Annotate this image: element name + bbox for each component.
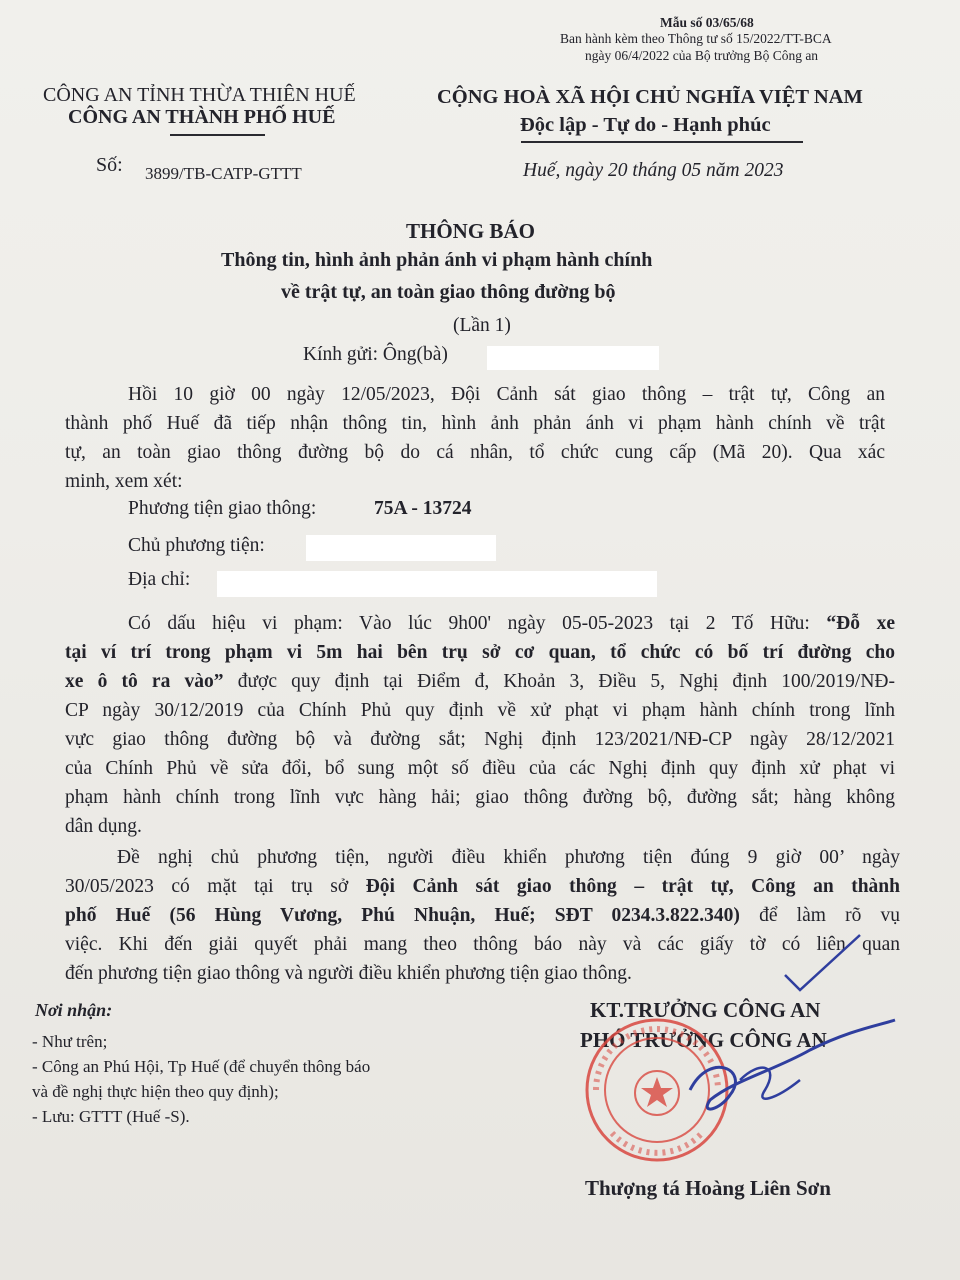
violation-paragraph xyxy=(65,609,895,841)
nation-title: CỘNG HOÀ XÃ HỘI CHỦ NGHĨA VIỆT NAM xyxy=(437,86,863,108)
intro-line: minh, xem xét: xyxy=(65,471,183,492)
signature-line-1: KT.TRƯỞNG CÔNG AN xyxy=(590,998,821,1022)
intro-line: tự, an toàn giao thông đường bộ do cá nhân, tổ chức cung cấp (Mã 20). Qua xác xyxy=(65,442,885,463)
recipient-item: - Như trên; xyxy=(32,1032,108,1051)
recipient-item: - Lưu: GTTT (Huế -S). xyxy=(32,1107,190,1126)
violation-line: tại ví trí trong phạm vi 5m hai bên trụ sở cơ quan, tổ chức có bố trí đường cho xyxy=(65,642,895,663)
request-line: 30/05/2023 có mặt tại trụ sở Đội Cảnh sát giao thông – trật tự, Công an thành xyxy=(65,876,900,897)
violation-line: vực giao thông đường bộ và đường sắt; Nghị định 123/2021/NĐ-CP ngày 28/12/2021 xyxy=(65,729,895,750)
form-issued-line-2: ngày 06/4/2022 của Bộ trưởng Bộ Công an xyxy=(585,48,819,63)
redacted-address xyxy=(217,571,657,597)
document-number: 3899/TB-CATP-GTTT xyxy=(145,164,302,183)
document-subtitle-1: Thông tin, hình ảnh phản ánh vi phạm hành chính xyxy=(221,249,653,271)
recipient-item: và đề nghị thực hiện theo quy định); xyxy=(32,1082,279,1101)
intro-paragraph xyxy=(65,380,885,496)
recipient-item: - Công an Phú Hội, Tp Huế (để chuyển thông báo xyxy=(32,1057,371,1076)
signature-line-2: PHÓ TRƯỞNG CÔNG AN xyxy=(580,1028,827,1052)
vehicle-plate: 75A - 13724 xyxy=(374,498,472,519)
form-number: Mẫu số 03/65/68 xyxy=(660,15,754,30)
request-line: việc. Khi đến giải quyết phải mang theo thông báo này và các giấy tờ có liên quan xyxy=(65,934,900,955)
violation-line: xe ô tô ra vào” được quy định tại Điểm đ, Khoản 3, Điều 5, Nghị định 100/2019/NĐ- xyxy=(65,671,895,692)
signer-name: Thượng tá Hoàng Liên Sơn xyxy=(585,1176,831,1200)
violation-line: phạm hành chính trong lĩnh vực hàng hải; giao thông đường bộ, đường sắt; hàng không xyxy=(65,787,895,808)
redacted-owner xyxy=(306,535,496,561)
request-line: phố Huế (56 Hùng Vương, Phú Nhuận, Huế; SĐT 0234.3.822.340) để làm rõ vụ xyxy=(65,905,900,926)
agency-name: CÔNG AN THÀNH PHỐ HUẾ xyxy=(68,106,336,128)
agency-underline xyxy=(170,134,265,136)
request-line: Đề nghị chủ phương tiện, người điều khiển phương tiện đúng 9 giờ 00’ ngày xyxy=(117,847,900,868)
document-number-label: Số: xyxy=(96,154,123,176)
handwritten-signature xyxy=(560,930,920,1140)
violation-line: Có dấu hiệu vi phạm: Vào lúc 9h00' ngày 05-05-2023 tại 2 Tố Hữu: “Đỗ xe xyxy=(128,613,896,634)
agency-parent: CÔNG AN TỈNH THỪA THIÊN HUẾ xyxy=(43,84,356,106)
document-subtitle-2: về trật tự, an toàn giao thông đường bộ xyxy=(281,281,616,303)
address-label: Địa chỉ: xyxy=(128,569,191,590)
motto-underline xyxy=(521,141,803,143)
document-date: Huế, ngày 20 tháng 05 năm 2023 xyxy=(523,160,784,181)
nation-motto: Độc lập - Tự do - Hạnh phúc xyxy=(520,114,771,136)
intro-line: Hồi 10 giờ 00 ngày 12/05/2023, Đội Cảnh sát giao thông – trật tự, Công an xyxy=(128,384,885,405)
redacted-addressee xyxy=(487,346,659,370)
violation-line: của Chính Phủ về sửa đổi, bổ sung một số điều của các Nghị định quy định xử phạt vi xyxy=(65,758,895,779)
notice-count: (Lần 1) xyxy=(453,315,511,336)
recipients-title: Nơi nhận: xyxy=(35,1000,113,1020)
recipients-list xyxy=(32,1029,502,1129)
violation-line: CP ngày 30/12/2019 của Chính Phủ quy định về xử phạt vi phạm hành chính trong lĩnh xyxy=(65,700,895,721)
request-line: đến phương tiện giao thông và người điều khiển phương tiện giao thông. xyxy=(65,963,632,984)
form-issued-line-1: Ban hành kèm theo Thông tư số 15/2022/TT-BCA xyxy=(560,31,832,46)
violation-line: dân dụng. xyxy=(65,816,142,837)
intro-line: thành phố Huế đã tiếp nhận thông tin, hình ảnh phản ánh vi phạm hành chính về trật xyxy=(65,413,885,434)
vehicle-label: Phương tiện giao thông: xyxy=(128,498,317,519)
owner-label: Chủ phương tiện: xyxy=(128,535,265,556)
addressee-label: Kính gửi: Ông(bà) xyxy=(303,344,448,365)
document-title: THÔNG BÁO xyxy=(406,219,535,243)
